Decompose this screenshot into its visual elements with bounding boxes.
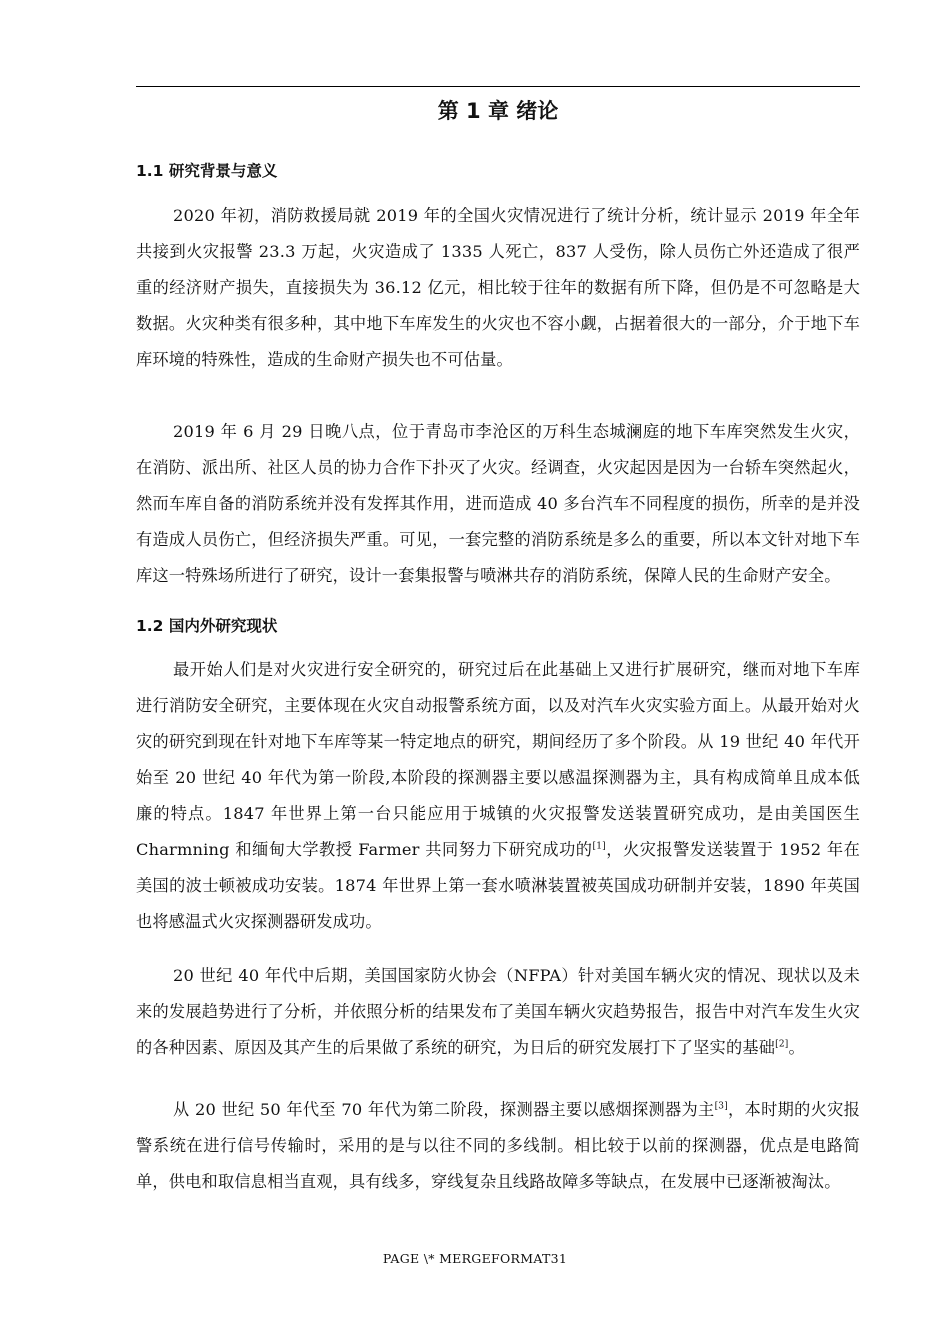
citation[interactable]: [2]: [775, 1039, 789, 1050]
paragraph: 2019 年 6 月 29 日晚八点，位于青岛市李沧区的万科生态城澜庭的地下车库突然发生火灾，在消防、派出所、社区人员的协力合作下扑灭了火灾。经调查，火灾起因是因为一台轿车突然起火，然而车库自备的消防系统并没有发挥其作用，进而造成 40 多台汽车不同程度的损伤，所幸的是并没有造成人员伤亡，但经济损失严重。可见，一套完整的消防系统是多么的重要，所以本文针对地下车库这一特殊场所进行了研究，设计一套集报警与喷淋共存的消防系统，保障人民的生命财产安全。: [136, 422, 860, 585]
paragraph: [136, 1092, 860, 1200]
paragraph-text: 从 20 世纪 50 年代至 70 年代为第二阶段，探测器主要以感烟探测器为主: [173, 1100, 715, 1119]
chapter-title: 第 1 章 绪论: [437, 99, 559, 123]
paragraph-text: ，火灾报警发送装置于 1952 年在美国的波士顿被成功安装。1874 年世界上第一套水喷淋装置被英国成功研制并安装，1890 年英国也将感温式火灾探测器研发成功。: [136, 840, 860, 931]
page-footer: PAGE \* MERGEFORMAT31: [382, 1251, 568, 1266]
section-heading-1-1: 1.1 研究背景与意义: [136, 162, 278, 180]
paragraph-text: 。: [788, 1038, 805, 1057]
paragraph-text: 20 世纪 40 年代中后期，美国国家防火协会（NFPA）针对美国车辆火灾的情况、现状以及未来的发展趋势进行了分析，并依照分析的结果发布了美国车辆火灾趋势报告，报告中对汽车发生火灾的各种因素、原因及其产生的后果做了系统的研究，为日后的研究发展打下了坚实的基础: [136, 966, 860, 1057]
header-rule: [136, 86, 860, 87]
paragraph-text: ，本时期的火灾报警系统在进行信号传输时，采用的是与以往不同的多线制。相比较于以前的探测器，优点是电路简单，供电和取信息相当直观，具有线多，穿线复杂且线路故障多等缺点，在发展中已逐渐被淘汰。: [136, 1100, 860, 1191]
paragraph: 2020 年初，消防救援局就 2019 年的全国火灾情况进行了统计分析，统计显示 2019 年全年共接到火灾报警 23.3 万起，火灾造成了 1335 人死亡，837 人受伤，除人员伤亡外还造成了很严重的经济财产损失，直接损失为 36.12 亿元，相比较于往年的数据有所下降，但仍是不可忽略是大数据。火灾种类有很多种，其中地下车库发生的火灾也不容小觑，占据着很大的一部分，介于地下车库环境的特殊性，造成的生命财产损失也不可估量。: [136, 206, 860, 369]
citation[interactable]: [1]: [592, 841, 606, 852]
paragraph: [136, 958, 860, 1066]
section-heading-1-2: 1.2 国内外研究现状: [136, 617, 278, 635]
paragraph-text: 最开始人们是对火灾进行安全研究的，研究过后在此基础上又进行扩展研究，继而对地下车库进行消防安全研究，主要体现在火灾自动报警系统方面，以及对汽车火灾实验方面上。从最开始对火灾的研究到现在针对地下车库等某一特定地点的研究，期间经历了多个阶段。从 19 世纪 40 年代开始至 20 世纪 40 年代为第一阶段,本阶段的探测器主要以感温探测器为主，具有构成简单且成本低廉的特点。1847 年世界上第一台只能应用于城镇的火灾报警发送装置研究成功，是由美国医生 Charmning 和缅甸大学教授 Farmer 共同努力下研究成功的: [136, 660, 860, 859]
citation[interactable]: [3]: [714, 1101, 728, 1112]
paragraph: [136, 652, 860, 940]
